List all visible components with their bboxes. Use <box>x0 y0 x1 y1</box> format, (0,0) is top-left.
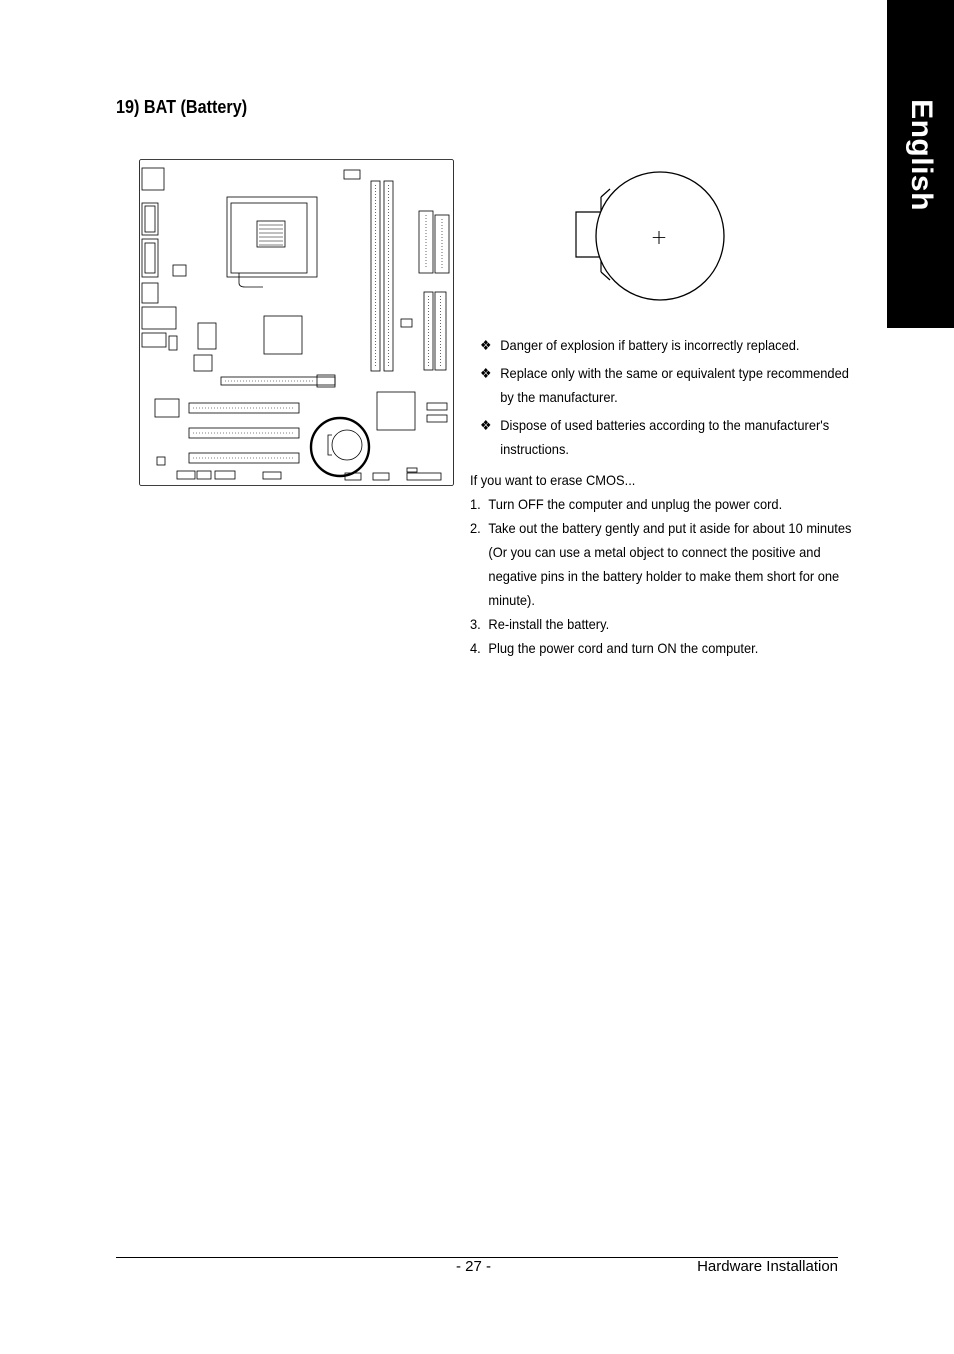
step-text: Plug the power cord and turn ON the computer. <box>488 640 759 656</box>
step-number: 2. <box>470 520 481 536</box>
warning-text: Replace only with the same or equivalent type recommended by the manufacturer. <box>500 365 849 405</box>
warning-text: Dispose of used batteries according to the manufacturer's instructions. <box>500 417 830 457</box>
diamond-bullet-icon: ❖ <box>480 365 492 381</box>
step-item <box>470 636 856 660</box>
warning-item <box>480 413 859 461</box>
battery-holder-diagram <box>570 168 730 308</box>
motherboard-diagram <box>139 159 455 487</box>
language-tab <box>887 0 954 328</box>
footer-section-name: Hardware Installation <box>697 1258 838 1275</box>
page-number: - 27 - <box>456 1258 492 1275</box>
step-text: Re-install the battery. <box>488 616 610 632</box>
step-text: Turn OFF the computer and unplug the power cord. <box>488 496 783 512</box>
cmos-intro: If you want to erase CMOS... <box>470 472 636 488</box>
diamond-bullet-icon: ❖ <box>480 417 492 433</box>
language-tab-label: English <box>904 99 938 211</box>
warning-item <box>480 333 859 357</box>
cmos-steps <box>470 492 870 660</box>
diamond-bullet-icon: ❖ <box>480 337 492 353</box>
warning-text: Danger of explosion if battery is incorrectly replaced. <box>500 337 800 353</box>
warning-item <box>480 361 859 409</box>
step-item <box>470 492 856 516</box>
battery-positive-symbol: + <box>650 225 668 249</box>
step-number: 1. <box>470 496 481 512</box>
step-number: 3. <box>470 616 481 632</box>
step-item <box>470 516 856 612</box>
step-number: 4. <box>470 640 481 656</box>
step-item <box>470 612 856 636</box>
section-heading: 19) BAT (Battery) <box>116 97 248 117</box>
battery-warnings <box>480 333 850 465</box>
step-text: Take out the battery gently and put it aside for about 10 minutes (Or you can use a metal object to connect the positive and negative pins in the battery holder to make them short for one minute). <box>488 520 852 608</box>
